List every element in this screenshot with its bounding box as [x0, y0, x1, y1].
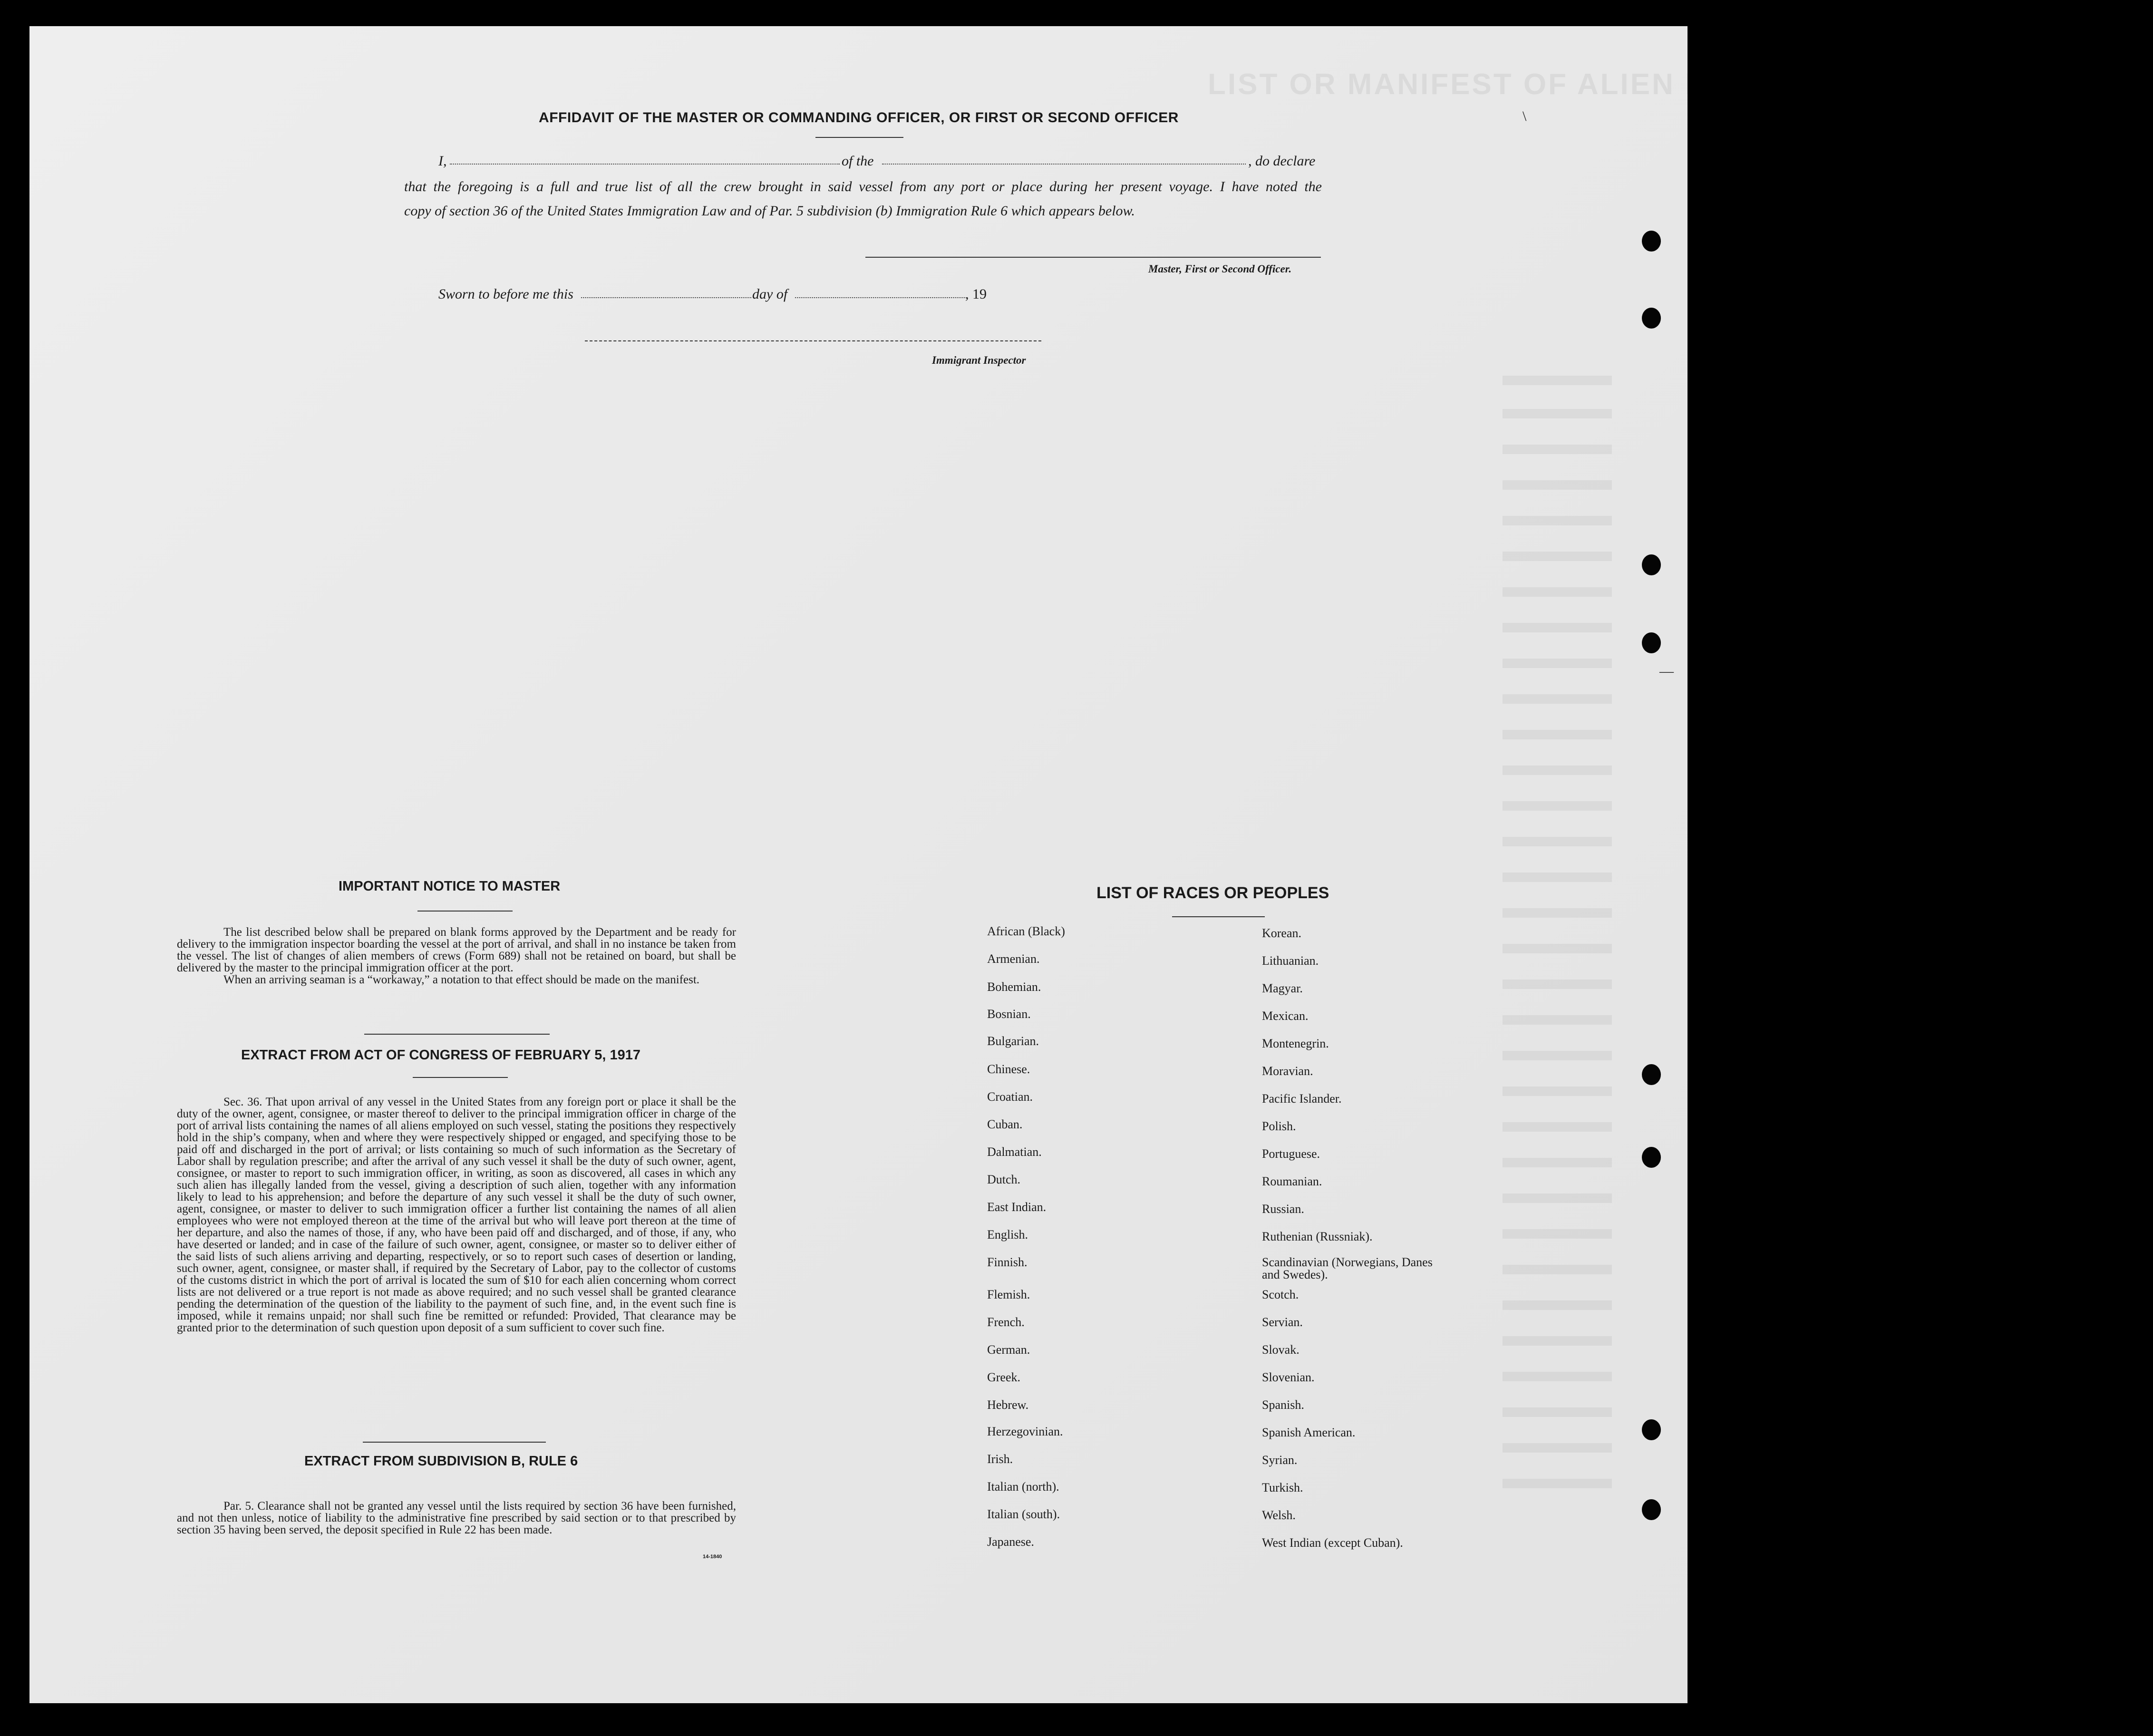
race-item: Lithuanian. [1262, 954, 1319, 968]
inspector-signature-line[interactable] [585, 340, 1041, 341]
affidavit-i-label: I, [438, 153, 447, 169]
race-item: Spanish American. [1262, 1426, 1356, 1439]
bleed-through-row [1503, 766, 1612, 775]
pen-mark: — [1659, 663, 1674, 679]
notice-text [177, 926, 736, 986]
races-divider [1172, 916, 1265, 917]
form-number: 14-1840 [703, 1554, 722, 1560]
race-item: Syrian. [1262, 1453, 1298, 1467]
bleed-through-row [1503, 801, 1612, 811]
binder-hole [1642, 554, 1661, 575]
bleed-through-row [1503, 659, 1612, 668]
race-item: Slovak. [1262, 1343, 1300, 1357]
notice-title: IMPORTANT NOTICE TO MASTER [339, 879, 561, 894]
race-item: African (Black) [987, 924, 1065, 938]
race-item: Hebrew. [987, 1398, 1029, 1412]
race-item: East Indian. [987, 1200, 1047, 1214]
day-of-label: day of [752, 286, 788, 302]
bleed-through-row [1503, 1479, 1612, 1488]
title-divider [815, 137, 903, 138]
bleed-through-row [1503, 1265, 1612, 1274]
race-item: Armenian. [987, 952, 1040, 966]
bleed-through-row [1503, 908, 1612, 918]
affidavit-of-the-label: of the [842, 153, 874, 169]
bleed-through-row [1503, 873, 1612, 882]
affidavit-do-declare-label: , do declare [1248, 153, 1316, 169]
bleed-through-row [1503, 445, 1612, 454]
race-item: Italian (south). [987, 1507, 1060, 1521]
section-36-text: Sec. 36. That upon arrival of any vessel in the United States from any foreign port or place it shall be the duty of the owner, agent, consignee, or master thereof to deliver to the principal immigration officer in charge of the port of arrival lists containing the names of all aliens employed on such vessel, stating the positions they respectively hold in the ship’s company, when and where they were respectively shipped or engaged, and specifying those to be paid off and discharged in the port of arrival; or lists containing so much of such information as the Secretary of Labor shall by regulation prescribe; and after the arrival of any such vessel it shall be the duty of such owner, agent, consignee, or master to report to such immigration officer, in writing, as soon as discovered, all cases in which any such alien has illegally landed from the vessel, giving a description of such alien, together with any information likely to lead to his apprehension; and before the departure of any such vessel it shall be the duty of such owner, agent, consignee, or master to deliver to such immigration officer a further list containing the names of all alien employees who were not employed thereon at the time of the arrival but who will leave port thereon at the time of her departure, and also the names of those, if any, who have been paid off and discharged, and of those, if any, who have deserted or landed; and in case of the failure of such owner, agent, consignee, or master so to deliver either of the said lists of such aliens arriving and departing, respectively, or so to report such cases of desertion or landing, such owner, agent, consignee, or master shall, if required by the Secretary of Labor, pay to the collector of customs of the customs district in which the port of arrival is located the sum of $10 for each alien concerning whom correct lists are not delivered or a true report is not made as above required; and no such vessel shall be granted clearance pending the determination of the question of the liability to the payment of such fine, and, in the event such fine is imposed, while it remains unpaid; nor shall such fine be remitted or refunded: Provided, That clearance may be granted prior to the determination of such question upon deposit of a sum sufficient to cover such fine. [177, 1096, 736, 1334]
races-title: LIST OF RACES OR PEOPLES [1096, 884, 1329, 902]
race-item: Herzegovinian. [987, 1425, 1063, 1438]
bleed-through-row [1503, 1229, 1612, 1239]
notice-divider [417, 911, 513, 912]
vessel-name-field[interactable] [882, 164, 1246, 165]
affidavit-line-3: copy of section 36 of the United States Immigration Law and of Par. 5 subdivision (b) Immigration Rule 6 which appears below. [404, 203, 1135, 219]
race-item: Russian. [1262, 1202, 1304, 1216]
sworn-month-field[interactable] [795, 297, 965, 298]
race-item: Irish. [987, 1452, 1013, 1466]
master-signature-line[interactable] [865, 257, 1321, 258]
binder-hole [1642, 308, 1661, 329]
bleed-through-row [1503, 1372, 1612, 1381]
bleed-through-row [1503, 944, 1612, 953]
race-item: Pacific Islander. [1262, 1092, 1342, 1106]
affidavit-line-2: that the foregoing is a full and true list of all the crew brought in said vessel from any port or place during her present voyage. I have noted the [404, 179, 1322, 194]
section-divider [364, 1034, 550, 1035]
bleed-through-row [1503, 1407, 1612, 1417]
act-extract-divider [413, 1077, 508, 1078]
race-item: French. [987, 1315, 1025, 1329]
bleed-through-row [1503, 516, 1612, 525]
document-page [29, 26, 1687, 1703]
bleed-through-row [1503, 1443, 1612, 1453]
race-item: Dutch. [987, 1173, 1021, 1186]
bleed-through-row [1503, 376, 1612, 385]
inspector-caption: Immigrant Inspector [932, 354, 1026, 366]
race-item: English. [987, 1228, 1028, 1241]
race-item: Scotch. [1262, 1288, 1299, 1301]
bleed-through-row [1503, 730, 1612, 739]
binder-hole [1642, 231, 1661, 252]
race-item: Montenegrin. [1262, 1037, 1329, 1050]
bleed-through-row [1503, 552, 1612, 561]
binder-hole [1642, 1064, 1661, 1085]
race-item: Flemish. [987, 1288, 1030, 1301]
race-item: Turkish. [1262, 1481, 1303, 1494]
bleed-through-row [1503, 1300, 1612, 1310]
race-item: Bohemian. [987, 980, 1041, 994]
notice-paragraph-2: When an arriving seaman is a “workaway,” a notation to that effect should be made on the manifest. [223, 973, 700, 986]
bleed-through-row [1503, 1193, 1612, 1203]
pen-mark: \ [1523, 108, 1527, 124]
binder-hole [1642, 1499, 1661, 1520]
race-item: Portuguese. [1262, 1147, 1320, 1161]
race-item: Bosnian. [987, 1007, 1031, 1021]
act-extract-text [177, 1096, 736, 1334]
race-item: Japanese. [987, 1535, 1034, 1549]
race-item: Welsh. [1262, 1508, 1296, 1522]
bleed-through-heading: LIST OR MANIFEST OF ALIEN EMPLOYEES OF THE VESSEL [1208, 68, 2153, 101]
bleed-through-row [1503, 1015, 1612, 1025]
race-item: Ruthenian (Russniak). [1262, 1230, 1373, 1243]
race-item: Mexican. [1262, 1009, 1309, 1023]
bleed-through-row [1503, 1122, 1612, 1132]
bleed-through-row [1503, 1158, 1612, 1167]
race-item: German. [987, 1343, 1030, 1357]
race-item: Scandinavian (Norwegians, Danes and Swedes). [1262, 1255, 1433, 1281]
race-item: Moravian. [1262, 1064, 1313, 1078]
race-item: Chinese. [987, 1062, 1030, 1076]
race-item: Servian. [1262, 1315, 1303, 1329]
bleed-through-row [1503, 480, 1612, 490]
binder-hole [1642, 1147, 1661, 1168]
rule-extract-title: EXTRACT FROM SUBDIVISION B, RULE 6 [304, 1454, 578, 1469]
affidavit-title: AFFIDAVIT OF THE MASTER OR COMMANDING OFFICER, OR FIRST OR SECOND OFFICER [539, 110, 1179, 126]
officer-name-field[interactable] [450, 164, 840, 165]
master-signature-caption: Master, First or Second Officer. [1148, 263, 1292, 275]
rule-6-text: Par. 5. Clearance shall not be granted any vessel until the lists required by section 36 have been furnished, and not then unless, notice of liability to the administrative fine prescribed by said section or to that prescribed by section 35 having been served, the deposit specified in Rule 22 has been made. [177, 1500, 736, 1536]
race-item: Croatian. [987, 1090, 1033, 1104]
race-item: Italian (north). [987, 1480, 1059, 1494]
rule-extract-text [177, 1500, 736, 1536]
race-item: Polish. [1262, 1119, 1296, 1133]
race-item: West Indian (except Cuban). [1262, 1536, 1403, 1550]
race-item: Roumanian. [1262, 1174, 1322, 1188]
sworn-day-field[interactable] [581, 297, 751, 298]
bleed-through-row [1503, 980, 1612, 989]
race-item: Magyar. [1262, 981, 1303, 995]
bleed-through-row [1503, 837, 1612, 846]
binder-hole [1642, 1419, 1661, 1440]
bleed-through-row [1503, 1051, 1612, 1060]
race-item: Korean. [1262, 926, 1302, 940]
race-item: Finnish. [987, 1255, 1028, 1269]
race-item: Dalmatian. [987, 1145, 1042, 1159]
section-divider [363, 1442, 546, 1443]
act-extract-title: EXTRACT FROM ACT OF CONGRESS OF FEBRUARY 5, 1917 [241, 1047, 641, 1063]
race-item: Spanish. [1262, 1398, 1304, 1412]
sworn-label: Sworn to before me this [438, 286, 573, 302]
bleed-through-row [1503, 623, 1612, 632]
bleed-through-row [1503, 587, 1612, 597]
bleed-through-row [1503, 694, 1612, 704]
race-item: Bulgarian. [987, 1034, 1039, 1048]
race-item: Greek. [987, 1370, 1021, 1384]
notice-paragraph-1: The list described below shall be prepared on blank forms approved by the Department and be ready for delivery to the immigration inspector boarding the vessel at the port of arrival, and shall in no instance be taken from the vessel. The list of changes of alien members of crews (Form 689) shall not be retained on board, but shall be delivered by the master to the principal immigration officer at the port. [177, 926, 736, 974]
bleed-through-row [1503, 1336, 1612, 1346]
bleed-through-row [1503, 409, 1612, 418]
year-label: , 19 [965, 286, 987, 302]
race-item: Cuban. [987, 1117, 1023, 1131]
binder-hole [1642, 632, 1661, 653]
race-item: Slovenian. [1262, 1370, 1315, 1384]
bleed-through-row [1503, 1086, 1612, 1096]
